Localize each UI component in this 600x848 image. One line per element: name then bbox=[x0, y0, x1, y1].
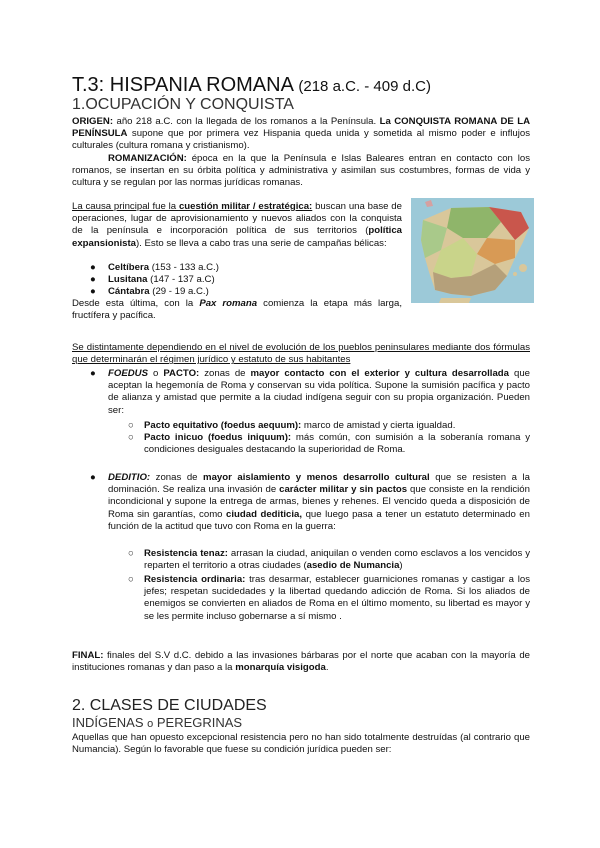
page-title bbox=[72, 74, 431, 98]
bullet-icon: ● bbox=[90, 262, 96, 273]
list-item-war-2: ● Lusitana (147 - 137 a.C) bbox=[90, 274, 215, 285]
list-item-foedus: ● FOEDUS o PACTO: zonas de mayor contacto con el exterior y cultura desarrollada que aceptan la hegemonía de Roma y conservan su vida política. Supone la sumisión pacífica y pacto de alianza y amistad que permite a la ciudad indígena seguir con su propia organización. Pueden ser: bbox=[90, 368, 530, 416]
paragraph-distinguish: Se distintamente dependiendo en el nivel de evolución de los pueblos peninsulares mediante dos fórmulas que determinarán el régimen jurídico y estatuto de sus habitantes bbox=[72, 342, 530, 366]
circle-bullet-icon: ○ bbox=[128, 432, 134, 443]
paragraph-pax: Desde esta última, con la Pax romana comienza la etapa más larga, fructífera y pacífica. bbox=[72, 298, 402, 322]
title-main: T.3: HISPANIA ROMANA bbox=[72, 74, 293, 96]
title-dates: (218 a.C. - 409 d.C) bbox=[298, 78, 431, 95]
paragraph-ciudades: Aquellas que han opuesto excepcional resistencia pero no han sido totalmente destruídas (al contrario que Numancia). Según lo favorable que fuese su condición jurídica pueden ser: bbox=[72, 732, 530, 756]
sublist-item-ordinaria: ○ Resistencia ordinaria: tras desarmar, establecer guarniciones romanas y castigar a los jefes; respetan sucidedades y la libertad quedando adicción de Roma. Si los aliados de enemigos se convierten en aliados de Roma en el último momento, su libertad es mayor y se les permite incluso gobernarse a sí mismo . bbox=[128, 574, 530, 622]
hispania-map-image bbox=[411, 198, 534, 303]
bullet-icon: ● bbox=[90, 472, 96, 483]
subheading-indigenas: INDÍGENAS o PEREGRINAS bbox=[72, 715, 243, 730]
bullet-icon: ● bbox=[90, 274, 96, 285]
circle-bullet-icon: ○ bbox=[128, 574, 134, 585]
circle-bullet-icon: ○ bbox=[128, 420, 134, 431]
list-item-war-1: ● Celtíbera (153 - 133 a.C.) bbox=[90, 262, 219, 273]
section-heading-1: 1.OCUPACIÓN Y CONQUISTA bbox=[72, 96, 294, 113]
paragraph-causa: La causa principal fue la cuestión militar / estratégica: buscan una base de operaciones, lugar de aprovisionamiento y nuevos aliados con la conquista de la península e incorporación política de sus territorios (política expansionista). Esto se lleva a cabo tras una serie de campañas bélicas: bbox=[72, 201, 402, 249]
list-item-war-3: ● Cántabra (29 - 19 a.C.) bbox=[90, 286, 209, 297]
list-item-deditio: ● DEDITIO: zonas de mayor aislamiento y menos desarrollo cultural que se resisten a la dominación. Se realiza una invasión de carácter militar y sin pactos que consiste en la rendición incondicional y supone la entrega de armas, bienes y rehenes. El vencido queda a disposición de Roma sin garantías, como ciudad dediticia, que luego pasa a tener un estatuto determinado en función de la actitud que tuvo con Roma en la guerra: bbox=[90, 472, 530, 532]
sublist-item-tenaz: ○ Resistencia tenaz: arrasan la ciudad, aniquilan o venden como esclavos a los vencidos y reparten el territorio a otras ciudades (asedio de Numancia) bbox=[128, 548, 530, 572]
circle-bullet-icon: ○ bbox=[128, 548, 134, 559]
sublist-item-iniquum: ○ Pacto inicuo (foedus iniquum): más común, con sumisión a la soberanía romana y condiciones desiguales destacando la superioridad de Roma. bbox=[128, 432, 531, 456]
paragraph-romanizacion: ROMANIZACIÓN: época en la que la Península e Islas Baleares entran en contacto con los romanos, se insertan en su órbita política y administrativa y asimilan sus costumbres, formas de vida y cultura y se regulan por las normas jurídicas romanas. bbox=[72, 153, 530, 189]
section-heading-2: 2. CLASES DE CIUDADES bbox=[72, 697, 267, 714]
paragraph-origen: ORIGEN: año 218 a.C. con la llegada de los romanos a la Península. La CONQUISTA ROMANA DE LA PENÍNSULA supone que por primera vez Hispania queda unida y sometida al mismo poder e influjos culturales (cultura romana y cristianismo). bbox=[72, 116, 530, 152]
bullet-icon: ● bbox=[90, 286, 96, 297]
paragraph-final: FINAL: finales del S.V d.C. debido a las invasiones bárbaras por el norte que acaban con la mayoría de instituciones romanas y dan paso a la monarquía visigoda. bbox=[72, 650, 530, 674]
sublist-item-aequum: ○ Pacto equitativo (foedus aequum): marco de amistad y cierta igualdad. bbox=[128, 420, 456, 431]
bullet-icon: ● bbox=[90, 368, 96, 379]
